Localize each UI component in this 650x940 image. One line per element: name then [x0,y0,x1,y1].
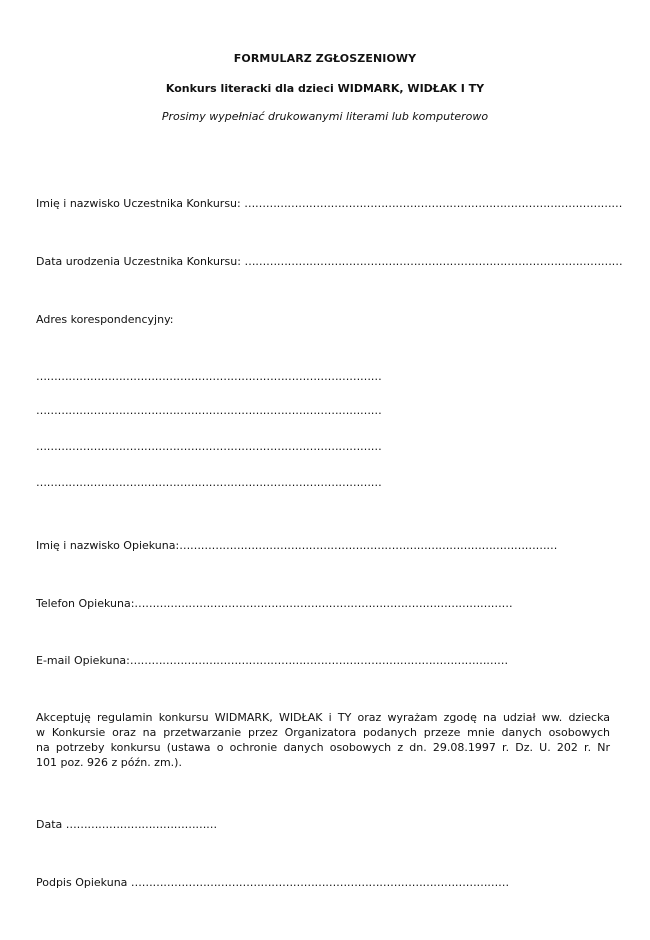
participant-name-label: Imię i nazwisko Uczestnika Konkursu: [36,197,245,210]
address-line-2[interactable] [36,404,382,418]
address-label: Adres korespondencyjny: [36,313,174,326]
guardian-email-field[interactable] [36,654,508,668]
date-field[interactable] [36,818,217,832]
birth-date-blank[interactable]: …………………………………………………………………………………………… [244,255,623,268]
contest-subtitle: Konkurs literacki dla dzieci WIDMARK, WIDŁAK I TY [165,82,485,95]
address-line-3[interactable] [36,440,382,454]
address-blank-2[interactable]: …………………………………………………………………………………… [36,404,382,417]
guardian-name-label: Imię i nazwisko Opiekuna: [36,539,180,552]
date-blank[interactable]: …………………………………… [65,818,217,831]
participant-name-field[interactable] [36,197,623,211]
signature-field[interactable] [36,876,509,890]
address-line-4[interactable] [36,476,382,490]
address-blank-4[interactable]: …………………………………………………………………………………… [36,476,382,489]
guardian-email-blank[interactable]: …………………………………………………………………………………………… [129,654,508,667]
birth-date-field[interactable] [36,255,623,269]
guardian-name-field[interactable] [36,539,558,553]
participant-name-blank[interactable]: …………………………………………………………………………………………… [244,197,623,210]
guardian-name-blank[interactable]: …………………………………………………………………………………………… [179,539,558,552]
guardian-phone-label: Telefon Opiekuna: [36,597,135,610]
guardian-phone-blank[interactable]: …………………………………………………………………………………………… [134,597,513,610]
fill-instruction: Prosimy wypełniać drukowanymi literami lub komputerowo [161,110,489,123]
address-blank-3[interactable]: …………………………………………………………………………………… [36,440,382,453]
birth-date-label: Data urodzenia Uczestnika Konkursu: [36,255,245,268]
consent-line-3: na potrzeby konkursu (ustawa o ochronie danych osobowych z dn. 29.08.1997 r. Dz. U. 202 r. Nr [36,741,610,754]
address-line-1[interactable] [36,370,382,384]
consent-line-2: w Konkursie oraz na przetwarzanie przez Organizatora podanych przeze mnie danych osobowych [36,726,610,739]
signature-label: Podpis Opiekuna [36,876,131,889]
form-title: FORMULARZ ZGŁOSZENIOWY [233,52,417,65]
guardian-email-label: E-mail Opiekuna: [36,654,130,667]
address-blank-1[interactable]: …………………………………………………………………………………… [36,370,382,383]
guardian-phone-field[interactable] [36,597,513,611]
consent-line-1: Akceptuję regulamin konkursu WIDMARK, WIDŁAK i TY oraz wyrażam zgodę na udział ww. dziecka [36,711,610,724]
consent-paragraph [36,710,610,770]
consent-line-4: 101 poz. 926 z późn. zm.). [36,756,182,769]
date-label: Data [36,818,66,831]
signature-blank[interactable]: …………………………………………………………………………………………… [130,876,509,889]
